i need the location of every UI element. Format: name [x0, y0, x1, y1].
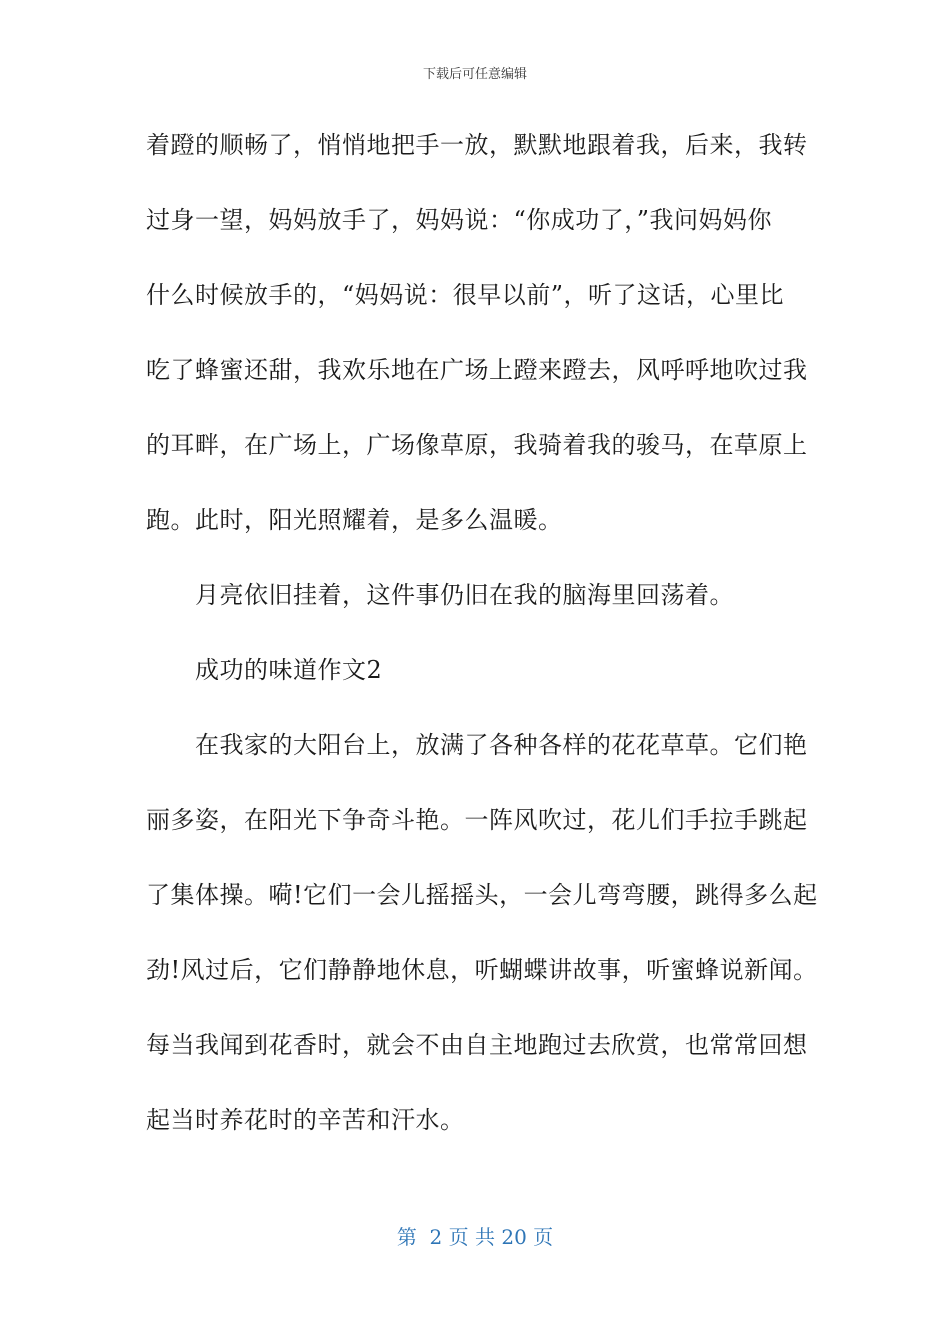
body-line: 过身一望，妈妈放手了，妈妈说：“你成功了，”我问妈妈你 — [146, 206, 773, 234]
paragraph-line: 月亮依旧挂着，这件事仍旧在我的脑海里回荡着。 — [195, 581, 734, 609]
body-line: 吃了蜂蜜还甜，我欢乐地在广场上蹬来蹬去，风呼呼地吹过我 — [146, 356, 808, 384]
body-line: 了集体操。嗬!它们一会儿摇摇头，一会儿弯弯腰，跳得多么起 — [146, 881, 818, 909]
paragraph-line: 在我家的大阳台上，放满了各种各样的花花草草。它们艳 — [195, 731, 808, 759]
body-line: 着蹬的顺畅了，悄悄地把手一放，默默地跟着我，后来，我转 — [146, 131, 808, 159]
body-line: 每当我闻到花香时，就会不由自主地跑过去欣赏，也常常回想 — [146, 1031, 808, 1059]
body-line: 的耳畔，在广场上，广场像草原，我骑着我的骏马，在草原上 — [146, 431, 808, 459]
body-line: 劲!风过后，它们静静地休息，听蝴蝶讲故事，听蜜蜂说新闻。 — [146, 956, 818, 984]
body-line: 跑。此时，阳光照耀着，是多么温暖。 — [146, 506, 563, 534]
page-number-footer: 第 2 页 共 20 页 — [396, 1225, 554, 1249]
document-body — [146, 108, 818, 1158]
body-line: 什么时候放手的，“妈妈说：很早以前”，听了这话，心里比 — [146, 281, 785, 309]
body-line: 丽多姿，在阳光下争奇斗艳。一阵风吹过，花儿们手拉手跳起 — [146, 806, 808, 834]
body-line: 起当时养花时的辛苦和汗水。 — [146, 1106, 465, 1134]
essay-subtitle: 成功的味道作文2 — [195, 656, 383, 684]
page-header: 下载后可任意编辑 — [422, 67, 527, 82]
